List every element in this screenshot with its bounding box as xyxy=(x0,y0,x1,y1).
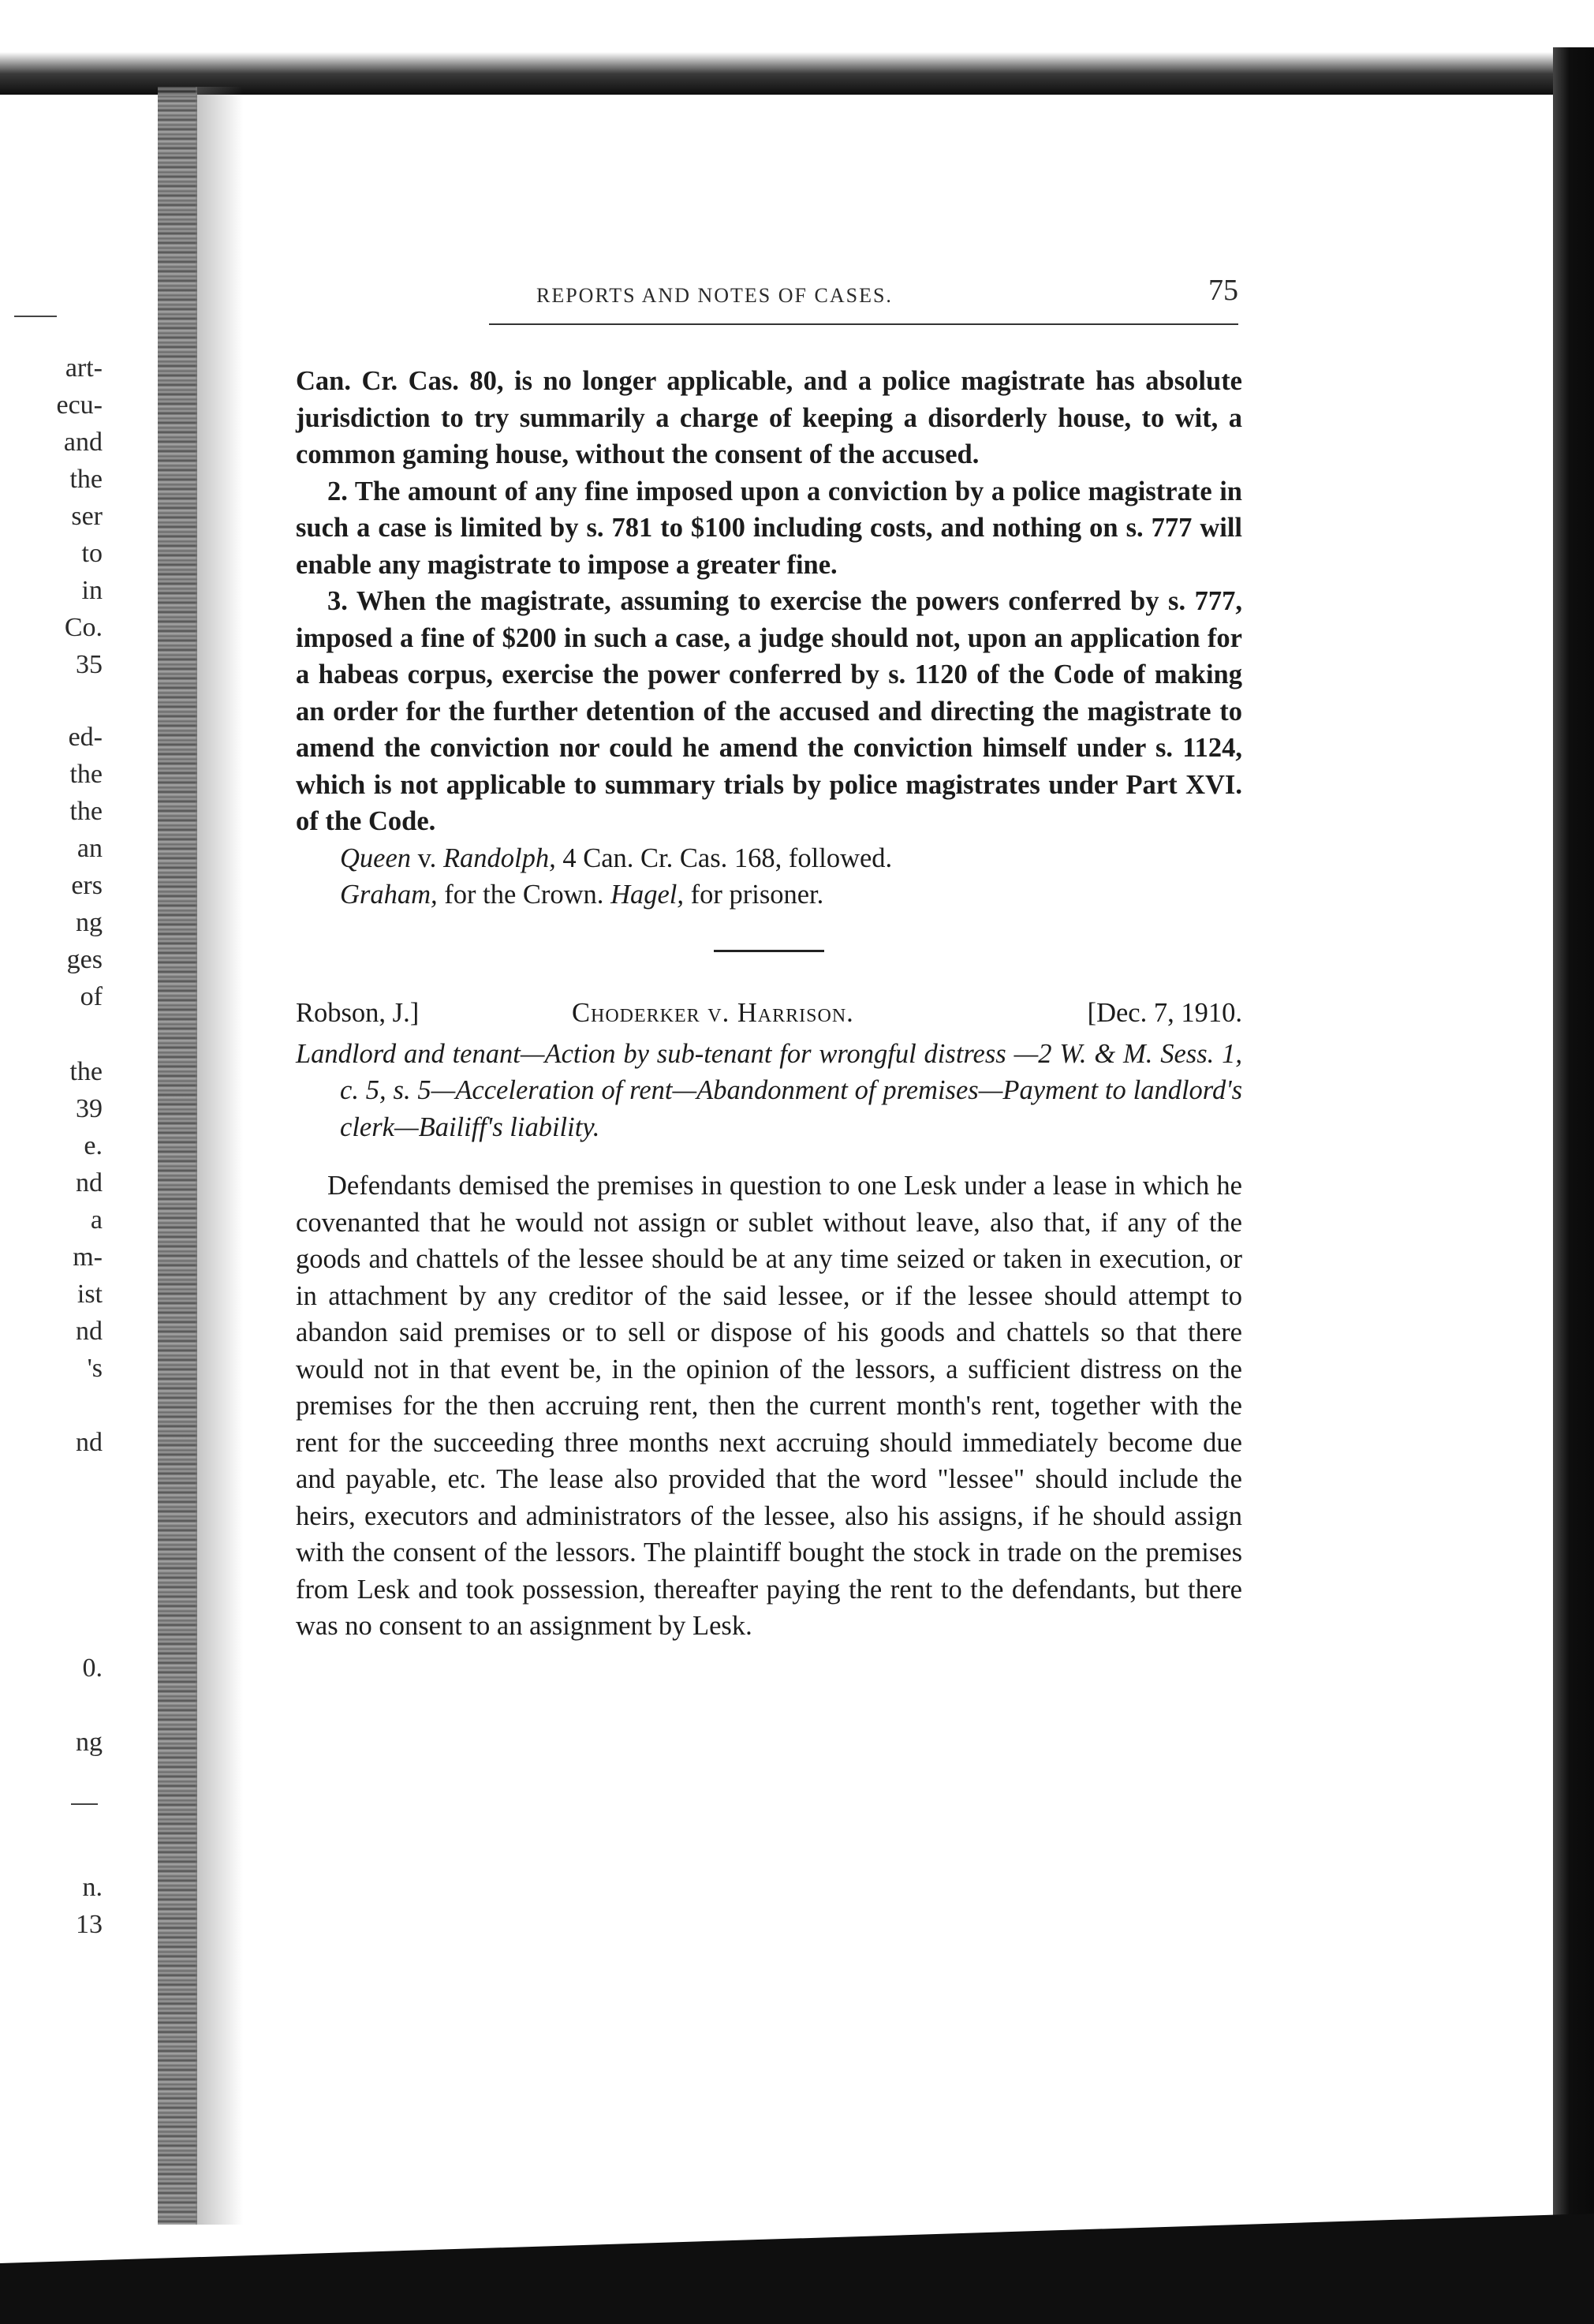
left-fragment: ecu- xyxy=(56,390,103,420)
case-catchwords xyxy=(296,1036,1242,1146)
left-fragment: ist xyxy=(77,1280,103,1309)
running-head-rule xyxy=(489,323,1238,325)
binding-gutter xyxy=(158,87,197,2225)
left-fragment: ed- xyxy=(68,723,103,752)
left-fragment: nd xyxy=(76,1428,103,1457)
case-parties: Choderker v. Harrison. xyxy=(572,997,854,1028)
left-fragment: the xyxy=(69,797,103,826)
citation-versus: v. xyxy=(411,843,443,873)
scan-shadow-bottom xyxy=(0,2214,1594,2324)
left-fragment: nd xyxy=(76,1317,103,1346)
left-fragment: n. xyxy=(82,1873,103,1902)
left-page-rule xyxy=(14,316,57,317)
headnote-paragraph-3: 3. When the magistrate, assuming to exercise the powers conferred by s. 777, imposed a fine of $200 in such a case, a judge should not, upon an application for a habeas corpus, exercise the power conferred by s. 1120 of the Code of making an order for the further detention of the accused and directing the magistrate to amend the conviction nor could he amend the conviction himself under s. 1124, which is not applicable to summary trials by police magistrates under Part XVI. of the Code. xyxy=(296,586,1242,836)
left-fragment: ng xyxy=(76,908,103,937)
left-page-dash xyxy=(71,1803,98,1805)
left-fragment: a xyxy=(90,1205,103,1235)
left-fragment: an xyxy=(77,834,103,863)
left-fragment: ng xyxy=(76,1728,103,1757)
citation-reference: 4 Can. Cr. Cas. 168, followed. xyxy=(555,843,893,873)
left-fragment: nd xyxy=(76,1168,103,1197)
left-fragment: art- xyxy=(65,353,103,383)
running-head xyxy=(292,268,1238,336)
left-fragment: e. xyxy=(84,1131,103,1160)
left-fragment: ser xyxy=(71,502,103,531)
counsel-prisoner-name: Hagel, xyxy=(610,880,685,910)
left-fragment: the xyxy=(69,1057,103,1086)
left-fragment: 35 xyxy=(76,650,103,679)
running-head-title: REPORTS AND NOTES OF CASES. xyxy=(536,284,893,307)
left-fragment: 0. xyxy=(82,1653,103,1683)
left-fragment: in xyxy=(81,576,103,605)
left-fragment: ers xyxy=(71,871,103,900)
case-body-paragraph: Defendants demised the premises in question to one Lesk under a lease in which he covenanted that he would not assign or sublet without leave, also that, if any of the goods and chattels of the lessee should be at any time seized or taken in execution, or in attachment by any creditor of the said lessee, or if the lessee should attempt to abandon said premises or to sell or dispose of his goods and chattels so that there would not in that event be, in the opinion of the lessors, a sufficient distress on the premises for the then accruing rent, then the current month's rent, together with the rent for the succeeding three months next accruing should immediately become due and payable, etc. The lease also provided that the word "lessee" should include the heirs, executors and administrators of the lessee, also his assigns, if he should assign with the consent of the lessors. The plaintiff bought the stock in trade on the premises from Lesk and took possession, thereafter paying the rent to the defendants, but there was no consent to an assignment by Lesk. xyxy=(296,1171,1242,1641)
page-number: 75 xyxy=(1208,274,1238,307)
counsel-crown-name: Graham, xyxy=(340,880,438,910)
headnote-paragraph-1: Can. Cr. Cas. 80, is no longer applicable, and a police magistrate has absolute jurisdiction to try summarily a charge of keeping a disorderly house, to wit, a common gaming house, without the consent of the accused. xyxy=(296,366,1242,469)
left-fragment: the xyxy=(69,760,103,789)
left-fragment: ges xyxy=(66,945,103,974)
left-fragment: of xyxy=(80,982,103,1011)
case-heading xyxy=(296,995,1242,1036)
left-fragment: and xyxy=(63,428,103,457)
citation-case-name-2: Randolph, xyxy=(442,843,556,873)
counsel-line xyxy=(296,876,1242,914)
scan-edge-right xyxy=(1553,47,1594,2280)
catchwords-line-1: Landlord and tenant—Action by sub-tenant for wrongful distress xyxy=(296,1038,1006,1069)
citation-case-name: Queen xyxy=(340,843,412,873)
gutter-shadow xyxy=(196,87,243,2225)
headnote-paragraph-2: 2. The amount of any fine imposed upon a conviction by a police magistrate in such a case is limited by s. 781 to $100 including costs, and nothing on s. 777 will enable any magistrate to impose a greater fine. xyxy=(296,476,1242,580)
left-fragment: 39 xyxy=(76,1094,103,1123)
text-column xyxy=(296,363,1242,1645)
case-judge: Robson, J.] xyxy=(296,997,420,1028)
catchwords-continuation: —2 W. & M. Sess. 1, c. 5, s. 5—Acceleration of rent—Abandonment of premises—Payment to landlord's clerk—Bailiff's liability. xyxy=(340,1038,1242,1142)
left-fragment: 's xyxy=(87,1354,103,1383)
left-fragment: the xyxy=(69,465,103,494)
section-divider xyxy=(714,950,824,952)
counsel-prisoner-role: for prisoner. xyxy=(684,880,824,910)
counsel-crown-role: for the Crown. xyxy=(437,880,611,910)
left-fragment: 13 xyxy=(76,1910,103,1939)
case-date: [Dec. 7, 1910. xyxy=(1087,997,1242,1028)
left-fragment: m- xyxy=(73,1242,103,1272)
left-fragment: Co. xyxy=(64,613,103,642)
case-citation xyxy=(296,840,1242,877)
left-fragment: to xyxy=(81,539,103,568)
